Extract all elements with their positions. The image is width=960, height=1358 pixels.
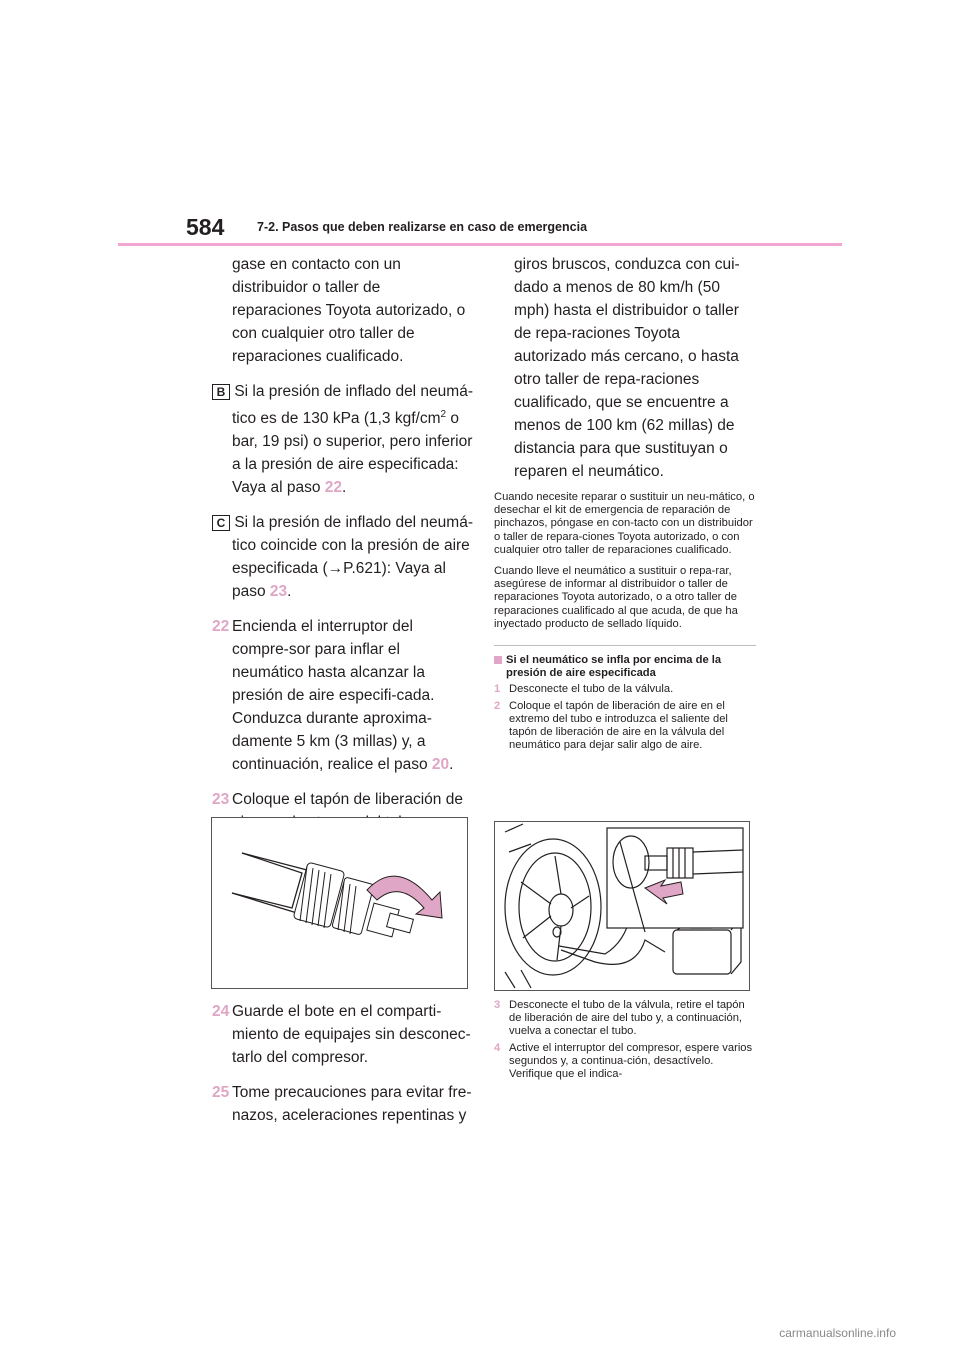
paragraph-continuation-right: giros bruscos, conduzca con cui-dado a menos de 80 km/h (50 mph) hasta el distribuidor o taller de repa-raciones Toyota autorizado más cercano, o hasta otro taller de repa-raciones cualificado, que se encuentre a menos de 100 km (62 millas) de distancia para que sustituyan o reparen el neumático. — [514, 256, 740, 480]
step-number: 2 — [494, 699, 501, 712]
page-number: 584 — [186, 214, 225, 240]
step-22-text: Encienda el interruptor del compre-sor para inflar el neumático hasta alcanzar la presión de aire especifi-cada. Conduzca durante aproxima-damente 5 km (3 millas) y, a continuación, realice el paso — [232, 618, 435, 774]
figure-hose-cap — [211, 817, 468, 989]
left-column-lower — [212, 1000, 474, 1139]
label-b: B — [212, 384, 230, 400]
step-number: 23 — [212, 791, 230, 809]
note-step-1 — [494, 683, 756, 696]
hose-cap-illustration — [212, 818, 467, 988]
step-25 — [212, 1081, 474, 1127]
left-column — [212, 253, 474, 888]
step-25-text: Tome precauciones para evitar fre-nazos, aceleraciones repentinas y — [232, 1084, 472, 1124]
paragraph-b-text-2: o bar, 19 psi) o superior, pero inferior a la presión de aire especificada: Vaya al paso — [232, 410, 473, 497]
step-number: 24 — [212, 1003, 230, 1020]
wheel-compressor-illustration — [495, 822, 749, 990]
section-title: 7-2. Pasos que deben realizarse en caso de emergencia — [257, 220, 588, 234]
small-note-2: Cuando lleve el neumático a sustituir o repa-rar, asegúrese de informar al distribuidor o taller de reparaciones Toyota autorizado, o a otro taller de reparaciones cualificado al que acuda, de que ha inyectado producto de sellado líquido. — [494, 565, 738, 630]
step-24-text: Guarde el bote en el comparti-miento de equipajes sin desconec-tarlo del compresor. — [232, 1003, 471, 1066]
step-22: 22 Encienda el interruptor del compre-sor para inflar el neumático hasta alcanzar la presión de aire especifi-cada. Conduzca durante aproxima-damente 5 km (3 millas) y, a continuación, realice el paso 20. — [212, 615, 474, 776]
superscript: 2 — [440, 409, 447, 420]
small-note-1: Cuando necesite reparar o sustituir un neu-mático, o desechar el kit de emergencia de reparación de pinchazos, póngase en con-tacto con un distribuidor o taller de repara-ciones Toyota autorizado, o con cualquier otro taller de reparaciones cualificado. — [494, 491, 755, 556]
paragraph-c-text: Si la presión de inflado del neumá-tico coincide con la presión de aire especificada (→P.621): Vaya al paso — [232, 514, 473, 601]
note-step-3 — [494, 999, 756, 1039]
note-divider — [494, 645, 756, 646]
step-number: 3 — [494, 999, 501, 1011]
step-number: 4 — [494, 1041, 501, 1054]
label-c: C — [212, 515, 230, 531]
header-rule — [118, 243, 842, 246]
note-step-3-text: Desconecte el tubo de la válvula, retire el tapón de liberación de aire del tubo y, a continuación, vuelva a conectar el tubo. — [509, 999, 745, 1038]
note-step-2-text: Coloque el tapón de liberación de aire en el extremo del tubo e introduzca el saliente del tapón de liberación de aire en la válvula del neumático para dejar salir algo de aire. — [509, 699, 728, 752]
note-step-4-text: Active el interruptor del compresor, espere varios segundos y, a continua-ción, desactívelo. Verifique que el indica- — [509, 1041, 753, 1081]
step-number: 22 — [212, 618, 230, 636]
paragraph-c: C Si la presión de inflado del neumá-tico coincide con la presión de aire especificada (→P.621): Vaya al paso 23. — [212, 511, 474, 603]
note-bullet-icon — [494, 656, 502, 664]
note-heading — [494, 654, 756, 680]
note-step-2 — [494, 700, 756, 753]
step-reference-20: 20 — [431, 756, 450, 774]
watermark: carmanualsonline.info — [779, 1326, 896, 1340]
step-reference-23: 23 — [269, 583, 288, 601]
right-column-lower — [494, 996, 756, 1084]
step-reference-22: 22 — [324, 479, 343, 497]
step-number: 25 — [212, 1084, 230, 1101]
paragraph-b: B Si la presión de inflado del neumá-tico es de 130 kPa (1,3 kgf/$cm^2$ o bar, 19 psi) o superior, pero inferior a la presión de aire especificada: Vaya al paso 22. — [212, 380, 474, 499]
right-column — [494, 253, 756, 755]
paragraph-b-text-1: Si la presión de inflado del neumá-tico es de 130 kPa (1,3 kgf/cm — [232, 383, 473, 428]
note-step-4 — [494, 1042, 756, 1082]
step-24 — [212, 1000, 474, 1069]
note-step-1-text: Desconecte el tubo de la válvula. — [509, 683, 674, 696]
step-number: 1 — [494, 683, 501, 696]
step-23-text: Coloque el tapón de liberación de — [232, 791, 463, 809]
figure-wheel-compressor — [494, 821, 750, 991]
note-title: Si el neumático se infla por encima de la presión de aire especificada — [506, 654, 722, 680]
paragraph-continuation: gase en contacto con un distribuidor o taller de reparaciones Toyota autorizado, o con cualquier otro taller de reparaciones cualificado. — [232, 256, 466, 365]
